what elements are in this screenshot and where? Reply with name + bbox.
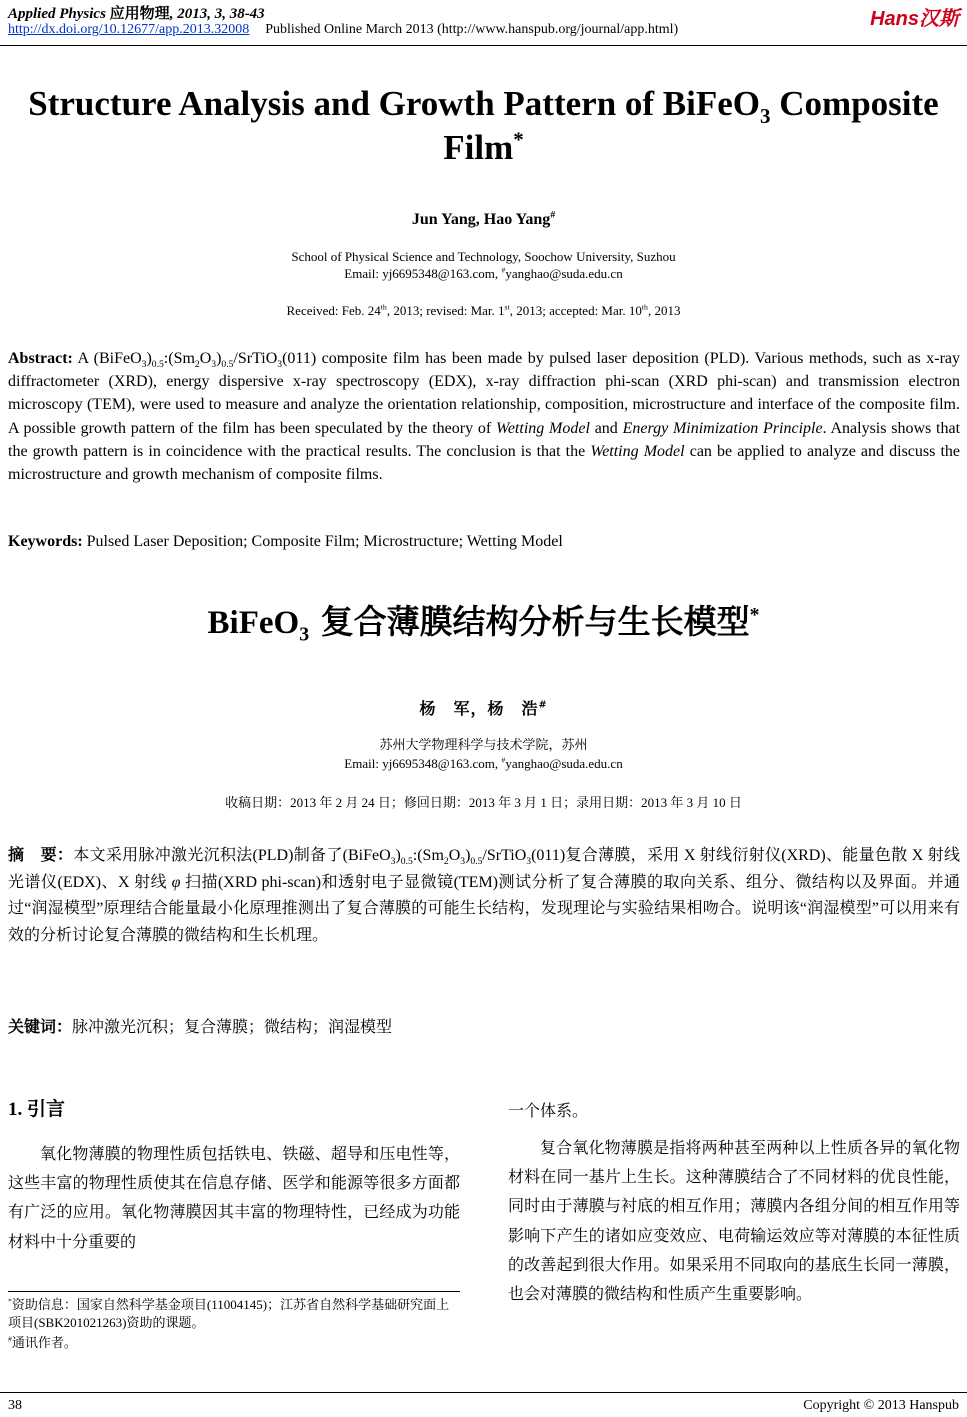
paper-title-en <box>0 82 967 170</box>
keywords-cn-text: 脉冲激光沉积；复合薄膜；微结构；润湿模型 <box>72 1019 393 1036</box>
abs-cn-s1: 3 <box>390 856 396 868</box>
received-dates-cn: 收稿日期：2013 年 2 月 24 日；修回日期：2013 年 3 月 1 日；录用日期：2013 年 3 月 10 日 <box>225 795 742 810</box>
abs-cn-s3: 2 <box>443 856 449 868</box>
body-right-paragraph-1: 一个体系。 <box>508 1103 589 1120</box>
authors-en <box>0 211 967 229</box>
abs-s4: 3 <box>211 359 217 371</box>
received-dates-en <box>0 303 967 319</box>
email-cn-a: Email: yj6695348@163.com, <box>344 756 502 771</box>
keywords-cn <box>8 1015 960 1039</box>
abs-t8: and <box>589 419 623 437</box>
abs-cn-t1: 本文采用脉冲激光沉积法(PLD)制备了(BiFeO <box>73 847 391 864</box>
footnote-2-text: 通讯作者。 <box>11 1335 77 1350</box>
body-right-paragraph-2: 复合氧化物薄膜是指将两种甚至两种以上性质各异的氧化物材料在同一基片上生长。这种薄膜结合了不同材料的优良性能，同时由于薄膜与衬底的相互作用；薄膜内各组分间的相互作用等影响下产生的诸如应变效应、电荷输运效应等对薄膜的本征性质的改善起到很大作用。如果采用不同取向的基底生长同一薄膜，也会对薄膜的微结构和性质产生重要影响。 <box>508 1140 960 1304</box>
affiliation-en <box>0 248 967 282</box>
abs-s3: 2 <box>194 359 200 371</box>
abs-t6: /SrTiO <box>233 350 278 367</box>
affiliation-cn-line: 苏州大学物理科学与技术学院，苏州 <box>379 737 588 752</box>
journal-issue: , 2013, 3, 38-43 <box>169 6 265 22</box>
authors-cn-sup: # <box>538 699 548 711</box>
abs-s2: 0.5 <box>151 359 164 371</box>
abs-cn-s2: 0.5 <box>400 856 413 868</box>
abs-cn-t2: ) <box>395 847 401 864</box>
title-en-sup: * <box>513 127 524 152</box>
abs-t1: A (BiFeO <box>72 350 142 367</box>
keywords-en <box>8 530 960 553</box>
title-cn-sup: * <box>749 604 760 626</box>
header-rule <box>0 45 967 46</box>
body-left-paragraph: 氧化物薄膜的物理性质包括铁电、铁磁、超导和压电性等，这些丰富的物理性质使其在信息存储、医学和能源等很多方面都有广泛的应用。氧化物薄膜因其丰富的物理特性，已经成为功能材料中十分重要的 <box>8 1146 460 1251</box>
keywords-cn-label: 关键词： <box>8 1017 73 1036</box>
footer-rule <box>0 1392 967 1393</box>
abs-t2: ) <box>146 350 152 367</box>
title-en-text-3: Film <box>443 128 514 167</box>
abs-s6: 3 <box>277 359 283 371</box>
footnote-rule <box>8 1291 460 1292</box>
abs-cn-t5: ) <box>465 847 471 864</box>
authors-en-names: Jun Yang, Hao Yang <box>411 211 551 228</box>
abs-t5: ) <box>216 350 222 367</box>
abstract-label: Abstract: <box>8 350 73 367</box>
title-en-text-2: Composite <box>770 84 939 123</box>
authors-cn-names: 杨 军，杨 浩 <box>419 699 539 718</box>
abs-t10: can be applied to analyze and discuss the microstructure and growth mechanism of composite films. <box>8 442 961 484</box>
keywords-label: Keywords: <box>8 533 83 550</box>
abs-t7: (011) composite film has been made by pulsed laser deposition (PLD). Various methods, such as x-ray diffractometer (XRD), energy dispersive x-ray spectroscopy (EDX), x-ray diffraction phi-scan (XRD phi-scan) and transmission electron microscopy (TEM), were used to measure and analyze the orientation relationship, composition, microstructure and interface of the composite film. A possible growth pattern of the film has been speculated by the theory of <box>8 350 961 437</box>
footnote-funding <box>8 1296 460 1332</box>
affiliation-en-line: School of Physical Science and Technology, Soochow University, Suzhou <box>291 249 676 264</box>
email-cn <box>0 754 967 773</box>
received-a-sup: th <box>380 302 387 312</box>
abs-cn-t4: O <box>448 847 461 864</box>
received-a: Received: Feb. 24 <box>286 303 381 318</box>
received-d: , 2013 <box>647 303 681 318</box>
abs-i1: Wetting Model <box>495 419 590 437</box>
email-en-sup: # <box>501 265 506 275</box>
email-cn-b: yanghao@suda.edu.cn <box>505 756 623 771</box>
email-en-b: yanghao@suda.edu.cn <box>505 266 623 281</box>
copyright: Copyright © 2013 Hanspub <box>803 1398 959 1413</box>
footnote-1-sup: * <box>8 1296 12 1306</box>
abs-cn-t3: :(Sm <box>412 847 444 864</box>
journal-name: Applied Physics <box>8 6 106 22</box>
section-number: 1. <box>8 1099 23 1120</box>
abs-i2: Energy Minimization Principle <box>622 419 823 437</box>
received-c-sup: th <box>641 302 648 312</box>
journal-name-cn: 应用物理 <box>109 6 170 22</box>
doi-link[interactable]: http://dx.doi.org/10.12677/app.2013.32008 <box>8 22 250 37</box>
abstract-cn-label: 摘 要： <box>8 845 74 864</box>
abs-t4: O <box>199 350 212 367</box>
header-links <box>8 22 678 38</box>
title-en-sub: 3 <box>760 104 771 128</box>
abs-t3: :(Sm <box>163 350 195 367</box>
abs-cn-phi: φ <box>171 873 181 891</box>
affiliation-cn <box>0 735 967 773</box>
abs-i3: Wetting Model <box>590 442 685 460</box>
email-en-a: Email: yj6695348@163.com, <box>344 266 502 281</box>
published-online: Published Online March 2013 (http://www.hanspub.org/journal/app.html) <box>265 22 679 37</box>
authors-cn <box>0 696 967 719</box>
paper-title-cn <box>0 600 967 645</box>
abs-cn-t8: 扫描(XRD phi-scan)和透射电子显微镜(TEM)测试分析了复合薄膜的取向关系、组分、微结构以及界面。并通过“润湿模型”原理结合能量最小化原理推测出了复合薄膜的可能生长结构，发现理论与实验结果相吻合。说明该“润湿模型”可以用来有效的分析讨论复合薄膜的微结构和生长机理。 <box>8 873 960 944</box>
abs-s5: 0.5 <box>221 359 234 371</box>
email-en <box>0 265 967 282</box>
abstract-en <box>8 347 960 486</box>
hans-logo <box>870 2 959 31</box>
abs-cn-s5: 0.5 <box>470 856 483 868</box>
abs-cn-s4: 3 <box>460 856 466 868</box>
section-heading <box>8 1094 65 1121</box>
received-b: , 2013; revised: Mar. 1 <box>386 303 505 318</box>
section-title: 引言 <box>27 1098 66 1120</box>
abs-s1: 3 <box>141 359 147 371</box>
abs-t9: . Analysis shows that the growth pattern is in coincidence with the practical results. The conclusion is that the <box>8 419 961 460</box>
title-cn-text-2: 复合薄膜结构分析与生长模型 <box>309 602 750 641</box>
email-cn-sup: # <box>501 755 506 765</box>
journal-header <box>8 2 265 23</box>
logo-text: Hans汉斯 <box>870 8 959 30</box>
abstract-cn <box>8 842 960 949</box>
title-en-text: Structure Analysis and Growth Pattern of BiFeO <box>28 84 761 123</box>
keywords-text: Pulsed Laser Deposition; Composite Film; Microstructure; Wetting Model <box>82 533 563 550</box>
abs-cn-t6: /SrTiO <box>482 847 527 864</box>
received-b-sup: st <box>504 302 510 312</box>
title-cn-text: BiFeO <box>207 605 300 641</box>
abs-cn-t7: (011)复合薄膜，采用 X 射线衍射仪(XRD)、能量色散 X 射线光谱仪(EDX)、X 射线 <box>8 847 960 891</box>
footnote-1-text: 资助信息：国家自然科学基金项目(11004145)；江苏省自然科学基础研究面上项目(SBK201021263)资助的课题。 <box>8 1297 450 1330</box>
authors-en-sup: # <box>550 209 556 221</box>
received-c: , 2013; accepted: Mar. 10 <box>509 303 642 318</box>
page-number: 38 <box>8 1398 22 1413</box>
abs-cn-s6: 3 <box>526 856 532 868</box>
footnote-2-sup: # <box>8 1334 12 1344</box>
title-cn-sub: 3 <box>299 623 310 646</box>
footnote-corresponding <box>8 1334 460 1352</box>
